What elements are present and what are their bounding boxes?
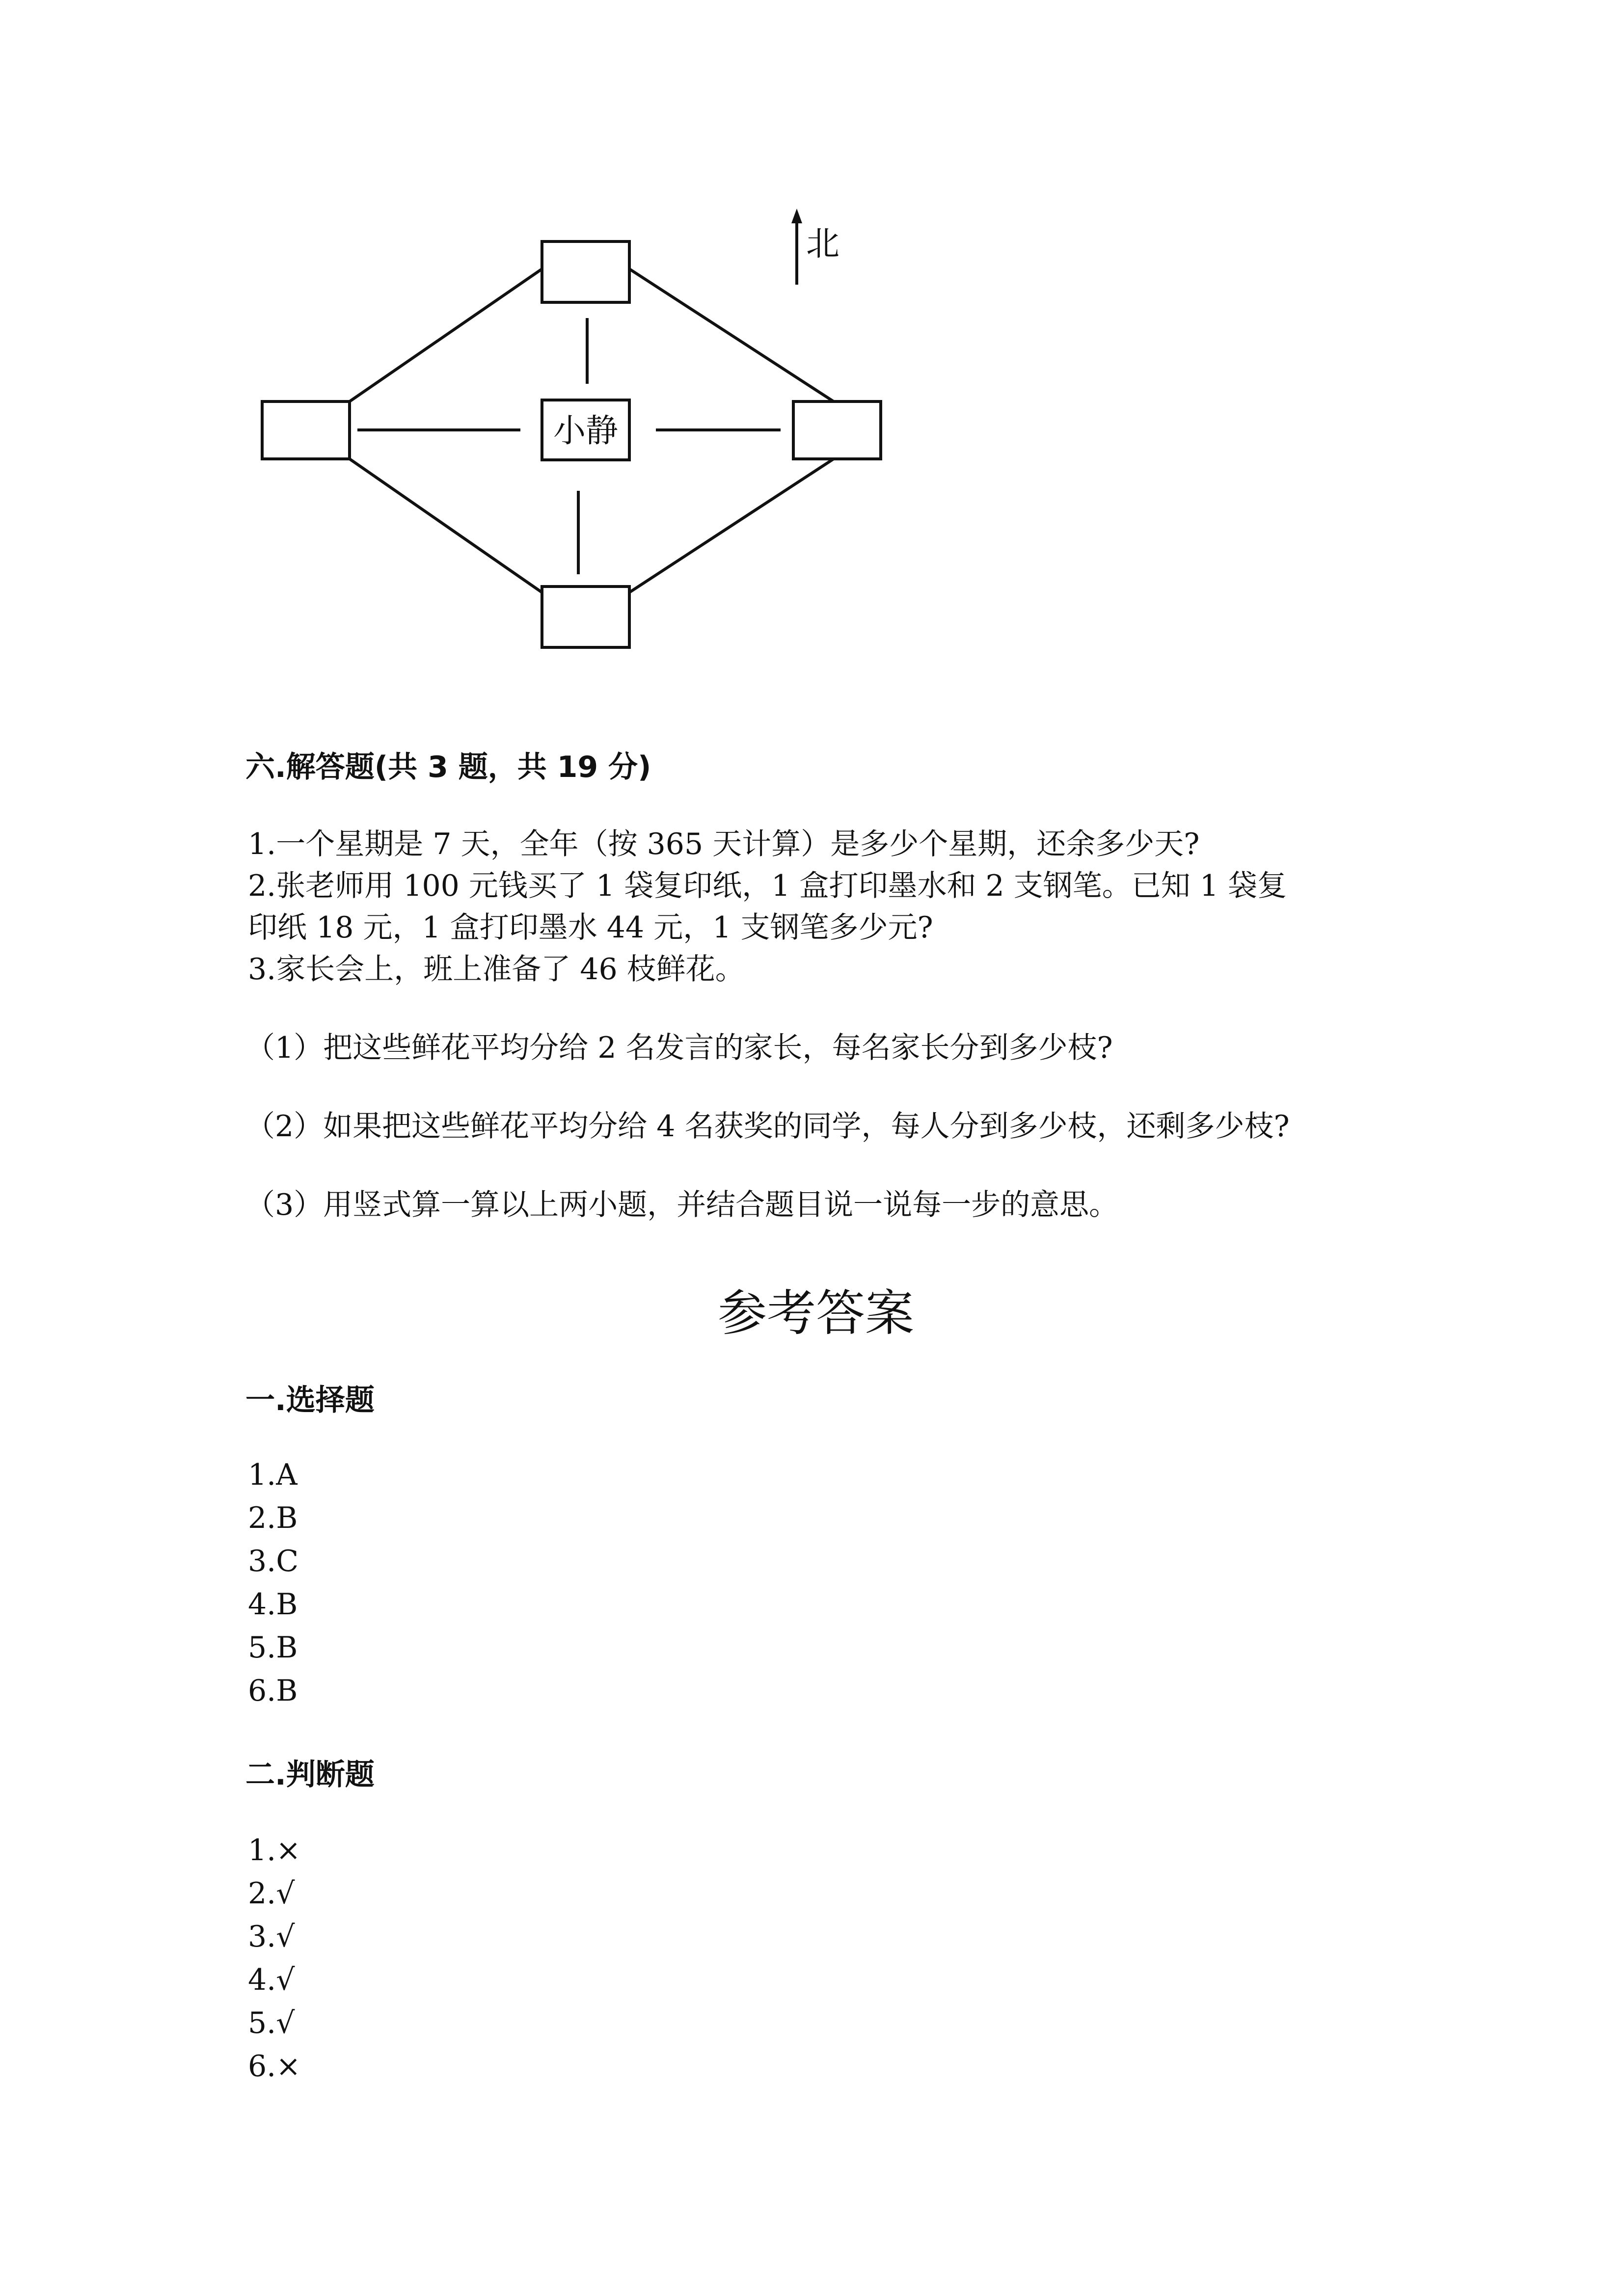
box-right — [793, 401, 881, 459]
question-1: 1.一个星期是 7 天，全年（按 365 天计算）是多少个星期，还余多少天? — [248, 827, 1200, 861]
choice-heading: 一.选择题 — [245, 1383, 375, 1417]
edge-top-left — [350, 269, 542, 401]
question-2-line2: 印纸 18 元，1 盒打印墨水 44 元，1 支钢笔多少元? — [248, 910, 933, 945]
choice-answer-3: 3.C — [248, 1544, 299, 1578]
center-label: 小静 — [553, 412, 618, 450]
choice-answer-4: 4.B — [248, 1587, 298, 1622]
judge-answer-2: 2.√ — [248, 1876, 295, 1911]
question-3-sub1: （1）把这些鲜花平均分给 2 名发言的家长，每名家长分到多少枝? — [245, 1031, 1113, 1065]
box-bottom — [542, 587, 629, 647]
edge-top-right — [629, 269, 834, 401]
judge-answer-1: 1.× — [248, 1833, 301, 1868]
answers-title: 参考答案 — [718, 1284, 914, 1342]
section6-heading: 六.解答题(共 3 题，共 19 分) — [245, 750, 651, 784]
question-3-sub3: （3）用竖式算一算以上两小题，并结合题目说一说每一步的意思。 — [245, 1188, 1119, 1222]
question-2-line1: 2.张老师用 100 元钱买了 1 袋复印纸，1 盒打印墨水和 2 支钢笔。已知 1 袋复 — [248, 869, 1287, 903]
choice-answer-6: 6.B — [248, 1674, 298, 1708]
direction-diagram — [0, 0, 1624, 687]
judge-answer-3: 3.√ — [248, 1920, 295, 1954]
choice-answer-1: 1.A — [248, 1458, 298, 1492]
box-top — [542, 241, 629, 302]
judge-answer-4: 4.√ — [248, 1963, 295, 1997]
choice-answer-2: 2.B — [248, 1501, 298, 1535]
edge-right-bottom — [629, 459, 834, 592]
question-3-sub2: （2）如果把这些鲜花平均分给 4 名获奖的同学，每人分到多少枝，还剩多少枝? — [245, 1109, 1290, 1144]
judge-answer-5: 5.√ — [248, 2006, 295, 2040]
north-arrowhead — [791, 209, 802, 223]
question-3: 3.家长会上，班上准备了 46 枝鲜花。 — [248, 952, 745, 987]
edge-left-bottom — [350, 459, 542, 592]
box-left — [262, 401, 350, 459]
judge-heading: 二.判断题 — [245, 1758, 375, 1792]
choice-answer-5: 5.B — [248, 1630, 298, 1665]
north-label: 北 — [806, 225, 840, 264]
judge-answer-6: 6.× — [248, 2049, 301, 2083]
